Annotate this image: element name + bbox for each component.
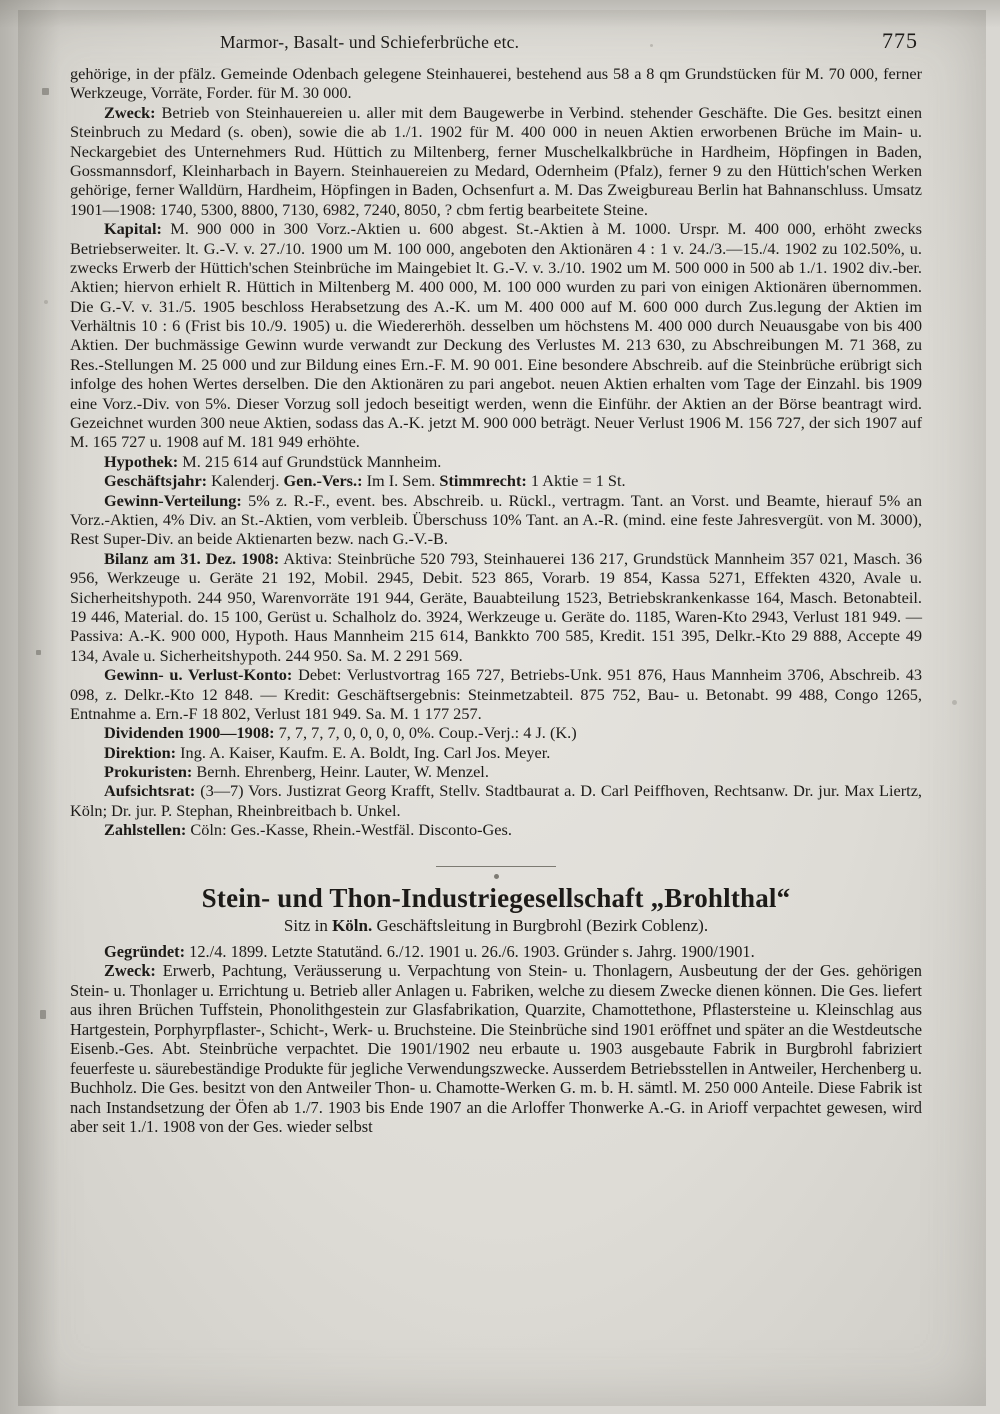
paragraph-zweck [70,103,922,219]
text-geschaeftsjahr: Kalenderj. [211,471,280,491]
label-hypothek: Hypothek: [104,451,179,471]
text-zweck: Betrieb von Steinhauereien u. aller mit dem Baugewerbe in Verbind. stehender Geschäfte. Die Ges. besitzt einen Steinbruch zu Medard (s. oben), sowie die ab 1./1. 1902 für M. 400 000 in neuen Aktien erworbenen Brüche im Main- u. Neckargebiet des Unternehmers Rud. Hüttich zu Miltenberg, ferner Muschelkalkbrüche in Hardheim, Höpfingen in Baden, Gossmannsdorf, Kleinharbach in Bayern. Steinhauereien zu Medard, Odernheim (Pfalz), ferner 9 zu den Hüttich'schen Werken gehörige, ferner Walldürn, Hardheim, Höpfingen in Baden, Ochsenfurt a. M. Das Zweigbureau Berlin hat Bahnanschluss. Umsatz 1901—1908: 1740, 5300, 8800, 7130, 6982, 7240, 8050, ? cbm fertig bearbeitete Steine. [70,102,922,219]
text-hypothek: M. 215 614 auf Grundstück Mannheim. [182,451,442,471]
label-direktion: Direktion: [104,742,177,762]
text-zahlstellen: Cöln: Ges.-Kasse, Rhein.-Westfäl. Disconto-Ges. [190,820,512,840]
paragraph-bilanz [70,549,922,665]
text-prokuristen: Bernh. Ehrenberg, Heinr. Lauter, W. Menzel. [196,762,489,782]
paragraph-hypothek [70,452,922,471]
label-geschaeftsjahr: Geschäftsjahr: [104,471,208,491]
article-continued [70,64,922,840]
text-zweck-new: Erwerb, Pachtung, Veräusserung u. Verpachtung von Stein- u. Thonlagern, Ausbeutung der der Ges. gehörigen Stein- u. Thonlager u. Errichtung u. Betrieb aller Anlagen u. Fabriken, welche zu diesem Zwecke dienen können. Die Ges. liefert aus ihren Brüchen Tuffstein, Phonolithgestein zur Glasfabrikation, Quarzite, Chamottethone, Pflastersteine u. Kleinschlag aus Hartgestein, Porphyrpflaster-, Schicht-, Werk- u. Bruchsteine. Die Steinbrüche sind 1901 eröffnet und später an die Westdeutsche Eisenb.-Ges. Abt. Steinbrüche verpachtet. Die 1901/1902 neu erbaute u. 1903 ausgebaute Fabrik in Burgbrohl fabriziert feuerfeste u. säurebeständige Produkte für jegliche Verwendungszwecke. Ausserdem Betriebsstellen in Antweiler, Herchenberg u. Buchholz. Die Ges. besitzt von den Antweiler Thon- u. Chamotte-Werken G. m. b. H. sämtl. M. 250 000 Anteile. Diese Fabrik ist nach Instandsetzung der Öfen ab 1./7. 1903 bis Ende 1907 an die Arloffer Thonwerke A.-G. in Arioff verpachtet gewesen, wird aber seit 1./1. 1908 von der Ges. wieder selbst [70,961,922,1137]
paragraph-zweck-new [70,961,922,1137]
paragraph-zahlstellen [70,820,922,839]
text-bilanz: Aktiva: Steinbrüche 520 793, Steinhauerei 136 217, Grundstück Mannheim 357 021, Masch. 36 956, Werkzeuge u. Geräte 21 192, Mobil. 2945, Debit. 523 865, Vorarb. 19 854, Kassa 5271, Effekten 4320, Avale u. Sicherheitshypoth. 244 950, Warenvorräte 191 944, Geräte, Bauabteilung 1523, Betriebskrankenkasse 164, Masch. Betonabteil. 19 446, Material. do. 15 100, Gerüst u. Schalholz do. 3924, Werkzeuge u. Geräte do. 1185, Waren-Kto 2943, Verlust 181 949. — Passiva: A.-K. 900 000, Hypoth. Haus Mannheim 215 614, Bankkto 700 585, Kredit. 151 395, Delkr.-Kto 29 888, Accepte 49 134, Avale u. Sicherheitshypoth. 244 950. Sa. M. 2 291 569. [70,548,922,665]
new-company-body [70,942,922,1137]
page-number: 775 [882,28,918,53]
label-zahlstellen: Zahlstellen: [104,820,187,840]
paragraph-gewinnverteilung [70,491,922,549]
text-gegruendet: 12./4. 1899. Letzte Statutänd. 6./12. 1901 u. 26./6. 1903. Gründer s. Jahrg. 1900/1901. [189,941,755,961]
label-dividenden: Dividenden 1900—1908: [104,723,275,743]
label-generalversammlung: Gen.-Vers.: [283,471,363,491]
paragraph-gewinn-verlust-konto [70,665,922,723]
text-kapital: M. 900 000 in 300 Vorz.-Aktien u. 600 abgest. St.-Aktien à M. 1000. Urspr. M. 400 000, erhöht zwecks Betriebserweiter. lt. G.-V. v. 27./10. 1900 um M. 100 000, angeboten den Aktionären 4 : 1 v. 24./3.—15./4. 1902 zu 102.50%, u. zwecks Erwerb der Hüttich'schen Steinbrüche im Maingebiet lt. G.-V. v. 3./10. 1902 um M. 500 000 in 500 ab 1./1. 1902 div.-ber. Aktien; hiervon erhielt R. Hüttich in Miltenberg M. 400 000, M. 100 000 wurden zu pari von einigen Aktionären übernommen. Die G.-V. v. 31./5. 1905 beschloss Herabsetzung des A.-K. um M. 400 000 auf M. 600 000 durch Zus.legung der Aktien im Verhältnis 10 : 6 (Frist bis 10./9. 1905) u. die Wiedererhöh. desselben um höchstens M. 400 000 durch Neuausgabe von bis 400 Aktien. Der buchmässige Gewinn wurde verwandt zur Deckung des Verlustes M. 213 630, zu Abschreibungen M. 71 368, zu Res.-Stellungen M. 25 000 und zur Bildung eines Ern.-F. M. 90 001. Eine besondere Abschreib. auf die Steinbrüche erübrigt sich infolge des hohen Wertes derselben. Die den Aktionären zu pari angebot. neuen Aktien erhalten vom Tage der Einzahl. bis 1909 eine Vorz.-Div. von 5%. Dieser Vorzug soll jedoch beseitigt werden, wenn die Einführ. der Aktien an der Börse beantragt wird. Gezeichnet wurden 300 neue Aktien, sodass das A.-K. jetzt M. 900 000 beträgt. Neuer Verlust 1906 M. 156 727, der sich 1907 auf M. 165 727 u. 1908 auf M. 181 949 erhöhte. [70,219,922,452]
page-content [70,28,922,1137]
label-prokuristen: Prokuristen: [104,762,193,782]
label-gegruendet: Gegründet: [104,941,186,961]
seat-city: Köln. [332,915,373,935]
paragraph-direktion [70,743,922,762]
label-aufsichtsrat: Aufsichtsrat: [104,781,196,801]
paragraph-kapital [70,219,922,452]
running-head [70,28,922,54]
new-company-entry [70,883,922,1137]
seat-rest: Geschäftsleitung in Burgbrohl (Bezirk Coblenz). [372,915,709,935]
label-kapital: Kapital: [104,219,162,239]
text-stimmrecht: 1 Aktie = 1 St. [530,471,626,491]
text-dividenden: 7, 7, 7, 7, 0, 0, 0, 0, 0%. Coup.-Verj.: 4 J. (K.) [278,723,577,743]
label-bilanz: Bilanz am 31. Dez. 1908: [104,548,280,568]
paragraph-gegruendet [70,942,922,962]
label-gewinn-verlust-konto: Gewinn- u. Verlust-Konto: [104,665,293,685]
text-generalversammlung: Im I. Sem. [366,471,436,491]
paragraph-opening: gehörige, in der pfälz. Gemeinde Odenbach gelegene Steinhauerei, bestehend aus 58 a 8 qm Grundstücken für M. 70 000, ferner Werkzeuge, Vorräte, Forder. für M. 30 000. [70,64,922,103]
company-title: Stein- und Thon-Industriegesellschaft „Brohlthal“ [201,882,791,913]
paragraph-aufsichtsrat [70,781,922,820]
scan-speck [44,300,48,304]
paragraph-geschaeftsjahr [70,471,922,490]
paragraph-dividenden [70,723,922,742]
text-gewinn-verlust-konto: Debet: Verlustvortrag 165 727, Betriebs-Unk. 951 876, Haus Mannheim 3706, Abschreib. 43 098, z. Delkr.-Kto 12 848. — Kredit: Geschäftsergebnis: Steinmetzabteil. 875 752, Bau- u. Betonabt. 99 488, Congo 1265, Entnahme a. Ern.-F 18 802, Verlust 181 949. Sa. M. 1 177 257. [70,665,922,723]
label-stimmrecht: Stimmrecht: [439,471,527,491]
label-gewinnverteilung: Gewinn-Verteilung: [104,490,242,510]
paragraph-prokuristen [70,762,922,781]
running-title: Marmor-, Basalt- und Schieferbrüche etc. [220,32,520,52]
text-aufsichtsrat: (3—7) Vors. Justizrat Georg Krafft, Stellv. Stadtbaurat a. D. Carl Peiffhoven, Rechtsanw. Dr. jur. Max Liertz, Köln; Dr. jur. P. Stephan, Rheinbreitbach b. Unkel. [70,781,922,820]
text-direktion: Ing. A. Kaiser, Kaufm. E. A. Boldt, Ing. Carl Jos. Meyer. [180,742,551,762]
page-edge-marks [30,0,60,1414]
scan-speck [952,700,957,705]
seat-prefix: Sitz in [283,915,333,935]
text-gewinnverteilung: 5% z. R.-F., event. bes. Abschreib. u. Rückl., vertragm. Tant. an Vorst. und Beamte, hierauf 5% an Vorz.-Aktien, 4% Div. an St.-Aktien, vom verbleib. Überschuss 10% Tant. an A.-R. (mind. eine feste Jahresvergüt. von M. 3000), Rest Super-Div. an beide Aktienarten bezw. nach G.-V.-B. [70,490,923,549]
label-zweck: Zweck: [104,102,156,122]
section-divider-ornament [436,866,556,867]
scan-speck [650,44,653,47]
label-zweck-new: Zweck: [104,961,156,981]
company-seat [70,916,922,936]
